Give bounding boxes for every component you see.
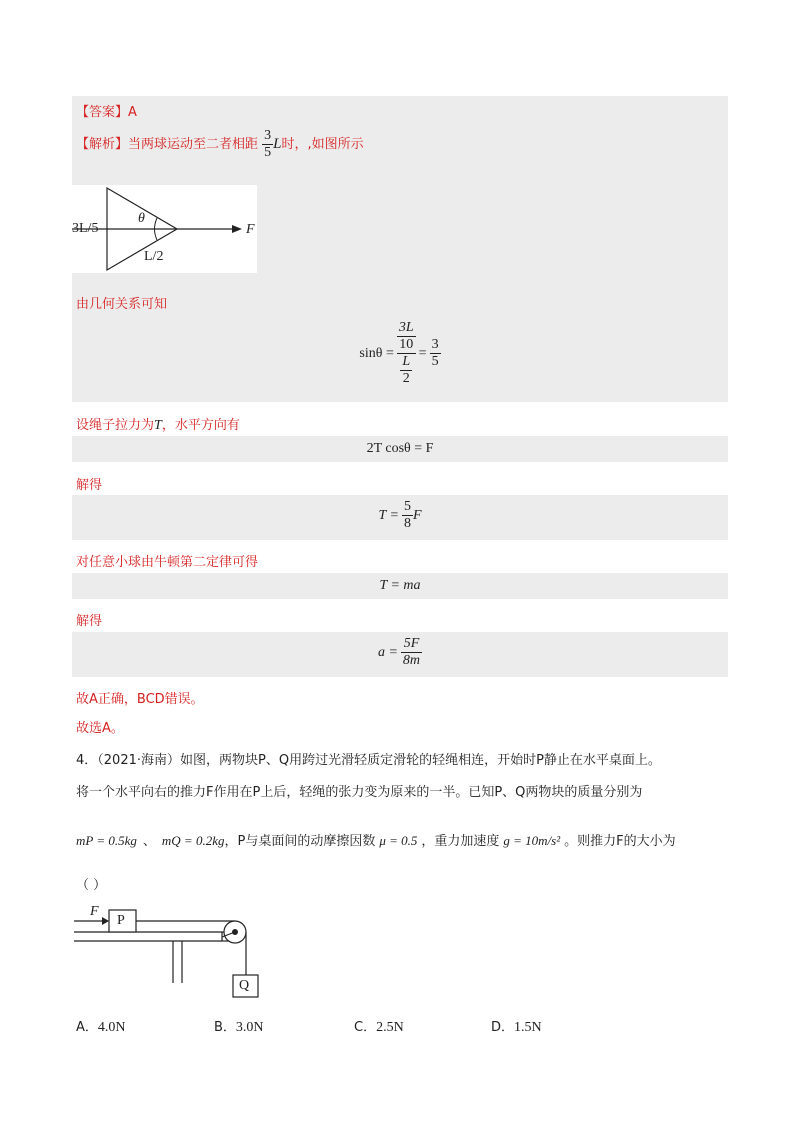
sin-inner-num: 3L: [398, 320, 414, 335]
option-b[interactable]: [214, 1016, 264, 1036]
tension-intro-end: ，水平方向有: [161, 418, 240, 433]
sin-inner-fraction: [397, 320, 416, 353]
fraction-numerator: 3: [264, 128, 272, 143]
sin-compound-fraction: [397, 320, 416, 387]
sin-outer-fraction: [400, 354, 412, 387]
tension-result-num: 5: [403, 499, 411, 514]
length-variable: L: [273, 136, 282, 152]
question-line-3: [76, 830, 676, 849]
sin-equation: [72, 320, 728, 387]
figure-label-theta: θ: [138, 211, 145, 226]
question-text-1: 如图，两物块P、Q用跨过光滑轻质定滑轮的轻绳相连，开始时P静止在水平桌面上。: [180, 753, 661, 768]
pulley-figure: [72, 900, 262, 1005]
option-a-value: 4.0N: [97, 1020, 126, 1035]
tension-intro-line: [76, 414, 240, 434]
three-fifths-fraction: [262, 128, 273, 161]
figure-label-force: F: [246, 222, 255, 237]
option-a[interactable]: [76, 1016, 126, 1036]
triangle-diagram-icon: [72, 185, 257, 273]
acceleration-num: 5F: [401, 636, 422, 653]
sin-rhs-fraction: [430, 337, 441, 370]
sin-rhs-den: 5: [431, 354, 439, 369]
question-source: （2021·海南）: [97, 753, 180, 768]
mass-separator: 、: [142, 834, 156, 849]
sin-outer-den: 2: [402, 371, 410, 386]
pulley-label-force: F: [90, 904, 99, 919]
answer-parentheses: （ ）: [76, 878, 107, 893]
geometry-text: 由几何关系可知: [76, 297, 168, 312]
gravity-text: ，重力加速度: [421, 834, 500, 849]
solve-text-2: 解得: [76, 614, 103, 629]
answer-tag: 【答案】: [76, 105, 129, 120]
tension-variable: T: [154, 418, 162, 433]
option-a-letter: A．: [76, 1020, 98, 1035]
tension-result-fraction: [402, 499, 413, 532]
tension-intro: 设绳子拉力为: [76, 418, 155, 433]
tension-result-den: 8: [403, 516, 411, 531]
acceleration-lhs: a =: [377, 644, 398, 660]
analysis-line: [76, 128, 364, 161]
figure-label-bottom: L/2: [144, 249, 164, 264]
cos-equation: 2T cosθ = F: [366, 441, 434, 456]
answer-line: [76, 101, 137, 120]
answer-value: A: [128, 105, 137, 120]
sin-inner-den: 10: [399, 337, 414, 352]
option-b-letter: B．: [214, 1020, 236, 1035]
choose-text: 故选A。: [76, 721, 124, 736]
newton-text: 对任意小球由牛顿第二定律可得: [76, 555, 259, 570]
sin-equals: =: [418, 345, 427, 361]
question-number: 4．: [76, 753, 98, 768]
question-line-1: [76, 749, 661, 768]
conclusion-text: 故A正确，BCD错误。: [76, 692, 204, 707]
pulley-diagram-icon: [72, 900, 262, 1005]
option-b-value: 3.0N: [235, 1020, 264, 1035]
option-c[interactable]: [354, 1016, 404, 1036]
mass-p: mP = 0.5kg: [76, 833, 137, 848]
question-line-2: 将一个水平向右的推力F作用在P上后，轻绳的张力变为原来的一半。已知P、Q两物块的质量分别为: [76, 785, 643, 800]
question-ask: 。则推力F的大小为: [564, 834, 676, 849]
analysis-intro: 当两球运动至二者相距: [128, 137, 259, 152]
tension-result-equation: [72, 499, 728, 532]
option-c-value: 2.5N: [376, 1020, 404, 1035]
tension-result-lhs: T =: [378, 507, 399, 523]
option-d[interactable]: [491, 1016, 542, 1036]
acceleration-den: 8m: [402, 653, 421, 668]
sin-lhs: sinθ =: [359, 345, 394, 361]
solve-text-1: 解得: [76, 478, 103, 493]
gravity-value: g = 10m/s²: [503, 833, 561, 848]
pulley-label-q: Q: [239, 978, 250, 993]
sin-rhs-num: 3: [431, 337, 439, 352]
pulley-label-p: P: [117, 913, 125, 928]
analysis-tag: 【解析】: [76, 137, 129, 152]
tension-result-force: F: [412, 507, 422, 523]
triangle-figure: [72, 185, 257, 273]
acceleration-equation: [72, 636, 728, 669]
option-d-value: 1.5N: [514, 1020, 542, 1035]
acceleration-fraction: [401, 636, 422, 669]
friction-coefficient: μ = 0.5: [379, 833, 418, 848]
sin-outer-num: L: [402, 354, 411, 369]
figure-label-left: 3L/5: [72, 221, 99, 236]
newton-equation: T = ma: [379, 578, 421, 593]
analysis-intro-end: 时，,如图所示: [281, 137, 364, 152]
option-c-letter: C．: [354, 1020, 377, 1035]
fraction-denominator: 5: [264, 145, 272, 160]
option-d-letter: D．: [491, 1020, 515, 1035]
mass-q: mQ = 0.2kg: [161, 833, 225, 848]
friction-text: ，P与桌面间的动摩擦因数: [224, 834, 376, 849]
